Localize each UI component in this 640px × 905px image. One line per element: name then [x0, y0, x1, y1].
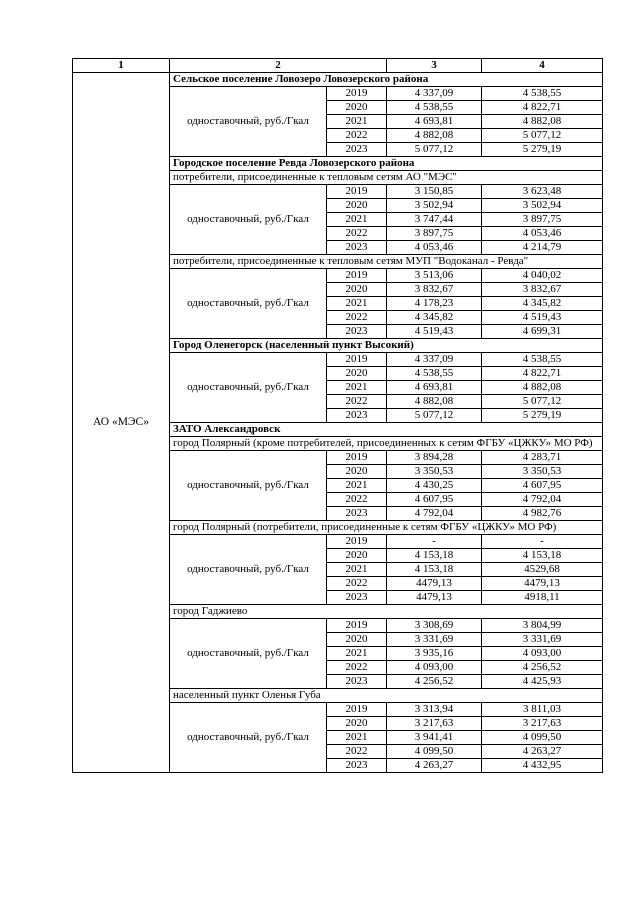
tariff-value-h1: 3 513,06 [387, 269, 482, 283]
tariff-value-h2: 3 623,48 [482, 185, 603, 199]
subsection-title: потребители, присоединенные к тепловым сетям АО "МЭС" [170, 171, 603, 185]
year-cell: 2020 [327, 633, 387, 647]
header-col-1: 1 [73, 59, 170, 73]
year-cell: 2022 [327, 493, 387, 507]
tariff-value-h1: 3 331,69 [387, 633, 482, 647]
year-cell: 2021 [327, 381, 387, 395]
tariff-value-h1: 4 053,46 [387, 241, 482, 255]
year-cell: 2019 [327, 87, 387, 101]
tariff-value-h2: 4 607,95 [482, 479, 603, 493]
year-cell: 2023 [327, 143, 387, 157]
tariff-value-h2: 4 882,08 [482, 381, 603, 395]
tariff-table-body [73, 59, 603, 773]
tariff-value-h1: 4479,13 [387, 577, 482, 591]
year-cell: 2022 [327, 311, 387, 325]
tariff-value-h2: 4 040,02 [482, 269, 603, 283]
tariff-value-h1: 4 256,52 [387, 675, 482, 689]
tariff-value-h1: - [387, 535, 482, 549]
tariff-value-h2: 4 699,31 [482, 325, 603, 339]
rate-type-label: одноставочный, руб./Гкал [170, 269, 327, 339]
tariff-value-h2: 4 538,55 [482, 87, 603, 101]
year-cell: 2023 [327, 325, 387, 339]
subsection-title: город Полярный (кроме потребителей, присоединенных к сетям ФГБУ «ЦЖКУ» МО РФ) [170, 437, 603, 451]
tariff-value-h1: 4 178,23 [387, 297, 482, 311]
tariff-value-h2: 4918,11 [482, 591, 603, 605]
year-cell: 2020 [327, 717, 387, 731]
tariff-value-h1: 4 792,04 [387, 507, 482, 521]
tariff-value-h2: 3 804,99 [482, 619, 603, 633]
tariff-value-h2: 5 077,12 [482, 129, 603, 143]
tariff-value-h2: 4 792,04 [482, 493, 603, 507]
tariff-value-h1: 3 217,63 [387, 717, 482, 731]
tariff-value-h1: 3 894,28 [387, 451, 482, 465]
year-cell: 2019 [327, 703, 387, 717]
year-cell: 2023 [327, 409, 387, 423]
tariff-value-h2: 3 350,53 [482, 465, 603, 479]
organization-name: АО «МЭС» [73, 73, 170, 773]
tariff-value-h1: 4 519,43 [387, 325, 482, 339]
tariff-value-h2: 4 822,71 [482, 367, 603, 381]
tariff-value-h2: 4 153,18 [482, 549, 603, 563]
year-cell: 2021 [327, 115, 387, 129]
rate-type-label: одноставочный, руб./Гкал [170, 87, 327, 157]
tariff-value-h2: 4529,68 [482, 563, 603, 577]
tariff-value-h1: 3 313,94 [387, 703, 482, 717]
tariff-value-h1: 4 882,08 [387, 395, 482, 409]
tariff-value-h2: - [482, 535, 603, 549]
year-cell: 2021 [327, 479, 387, 493]
year-cell: 2019 [327, 269, 387, 283]
rate-type-label: одноставочный, руб./Гкал [170, 353, 327, 423]
rate-type-label: одноставочный, руб./Гкал [170, 451, 327, 521]
tariff-value-h1: 4 093,00 [387, 661, 482, 675]
tariff-value-h1: 4 607,95 [387, 493, 482, 507]
year-cell: 2022 [327, 227, 387, 241]
tariff-value-h1: 3 935,16 [387, 647, 482, 661]
year-cell: 2019 [327, 353, 387, 367]
year-cell: 2020 [327, 199, 387, 213]
tariff-value-h1: 3 941,41 [387, 731, 482, 745]
year-cell: 2022 [327, 577, 387, 591]
tariff-value-h2: 3 217,63 [482, 717, 603, 731]
rate-type-label: одноставочный, руб./Гкал [170, 619, 327, 689]
section-title: Городское поселение Ревда Ловозерского района [170, 157, 603, 171]
tariff-value-h1: 3 150,85 [387, 185, 482, 199]
year-cell: 2023 [327, 759, 387, 773]
year-cell: 2021 [327, 731, 387, 745]
year-cell: 2023 [327, 241, 387, 255]
tariff-value-h2: 4 283,71 [482, 451, 603, 465]
tariff-value-h1: 4479,13 [387, 591, 482, 605]
year-cell: 2020 [327, 465, 387, 479]
tariff-value-h1: 3 832,67 [387, 283, 482, 297]
tariff-value-h2: 4 982,76 [482, 507, 603, 521]
section-title: Сельское поселение Ловозеро Ловозерского района [170, 73, 603, 87]
year-cell: 2022 [327, 395, 387, 409]
year-cell: 2020 [327, 549, 387, 563]
rate-type-label: одноставочный, руб./Гкал [170, 185, 327, 255]
year-cell: 2019 [327, 451, 387, 465]
tariff-value-h1: 3 897,75 [387, 227, 482, 241]
section-title: Город Оленегорск (населенный пункт Высокий) [170, 339, 603, 353]
tariff-value-h1: 4 693,81 [387, 115, 482, 129]
tariff-value-h1: 5 077,12 [387, 409, 482, 423]
year-cell: 2023 [327, 675, 387, 689]
tariff-value-h1: 3 350,53 [387, 465, 482, 479]
year-cell: 2021 [327, 647, 387, 661]
tariff-value-h1: 4 099,50 [387, 745, 482, 759]
tariff-value-h1: 4 538,55 [387, 367, 482, 381]
tariff-value-h2: 4 256,52 [482, 661, 603, 675]
tariff-value-h2: 4 882,08 [482, 115, 603, 129]
tariff-value-h1: 4 153,18 [387, 549, 482, 563]
header-col-4: 4 [482, 59, 603, 73]
year-cell: 2023 [327, 591, 387, 605]
tariff-value-h2: 4 263,27 [482, 745, 603, 759]
rate-type-label: одноставочный, руб./Гкал [170, 703, 327, 773]
tariff-value-h1: 4 337,09 [387, 353, 482, 367]
tariff-value-h1: 3 308,69 [387, 619, 482, 633]
rate-type-label: одноставочный, руб./Гкал [170, 535, 327, 605]
tariff-value-h1: 4 430,25 [387, 479, 482, 493]
tariff-value-h1: 4 263,27 [387, 759, 482, 773]
subsection-title: город Полярный (потребители, присоединенные к сетям ФГБУ «ЦЖКУ» МО РФ) [170, 521, 603, 535]
tariff-value-h1: 4 882,08 [387, 129, 482, 143]
year-cell: 2021 [327, 297, 387, 311]
header-row [73, 59, 603, 73]
tariff-value-h1: 4 693,81 [387, 381, 482, 395]
year-cell: 2020 [327, 367, 387, 381]
tariff-value-h2: 4 214,79 [482, 241, 603, 255]
tariff-value-h2: 4 099,50 [482, 731, 603, 745]
tariff-value-h1: 5 077,12 [387, 143, 482, 157]
year-cell: 2022 [327, 745, 387, 759]
year-cell: 2022 [327, 661, 387, 675]
tariff-value-h2: 4 053,46 [482, 227, 603, 241]
year-cell: 2019 [327, 619, 387, 633]
tariff-value-h2: 4 093,00 [482, 647, 603, 661]
tariff-value-h2: 5 279,19 [482, 409, 603, 423]
tariff-value-h2: 3 502,94 [482, 199, 603, 213]
year-cell: 2019 [327, 185, 387, 199]
subsection-title: потребители, присоединенные к тепловым сетям МУП "Водоканал - Ревда" [170, 255, 603, 269]
tariff-value-h1: 4 337,09 [387, 87, 482, 101]
tariff-value-h2: 4 822,71 [482, 101, 603, 115]
header-col-2: 2 [170, 59, 387, 73]
tariff-value-h1: 4 153,18 [387, 563, 482, 577]
tariff-value-h2: 3 811,03 [482, 703, 603, 717]
tariff-value-h2: 4 345,82 [482, 297, 603, 311]
tariff-value-h2: 5 077,12 [482, 395, 603, 409]
tariff-value-h1: 4 538,55 [387, 101, 482, 115]
year-cell: 2019 [327, 535, 387, 549]
tariff-value-h1: 4 345,82 [387, 311, 482, 325]
tariff-table [72, 58, 603, 773]
tariff-value-h2: 5 279,19 [482, 143, 603, 157]
tariff-value-h2: 4 425,93 [482, 675, 603, 689]
subsection-title: город Гаджиево [170, 605, 603, 619]
section-row [73, 73, 603, 87]
year-cell: 2022 [327, 129, 387, 143]
tariff-value-h2: 3 897,75 [482, 213, 603, 227]
tariff-value-h2: 4 538,55 [482, 353, 603, 367]
tariff-document [72, 58, 602, 773]
section-title: ЗАТО Александровск [170, 423, 603, 437]
tariff-value-h2: 4 432,95 [482, 759, 603, 773]
subsection-title: населенный пункт Оленья Губа [170, 689, 603, 703]
year-cell: 2020 [327, 101, 387, 115]
tariff-value-h2: 4479,13 [482, 577, 603, 591]
tariff-value-h2: 3 331,69 [482, 633, 603, 647]
year-cell: 2023 [327, 507, 387, 521]
tariff-value-h1: 3 502,94 [387, 199, 482, 213]
tariff-value-h2: 4 519,43 [482, 311, 603, 325]
year-cell: 2020 [327, 283, 387, 297]
year-cell: 2021 [327, 563, 387, 577]
tariff-value-h1: 3 747,44 [387, 213, 482, 227]
header-col-3: 3 [387, 59, 482, 73]
year-cell: 2021 [327, 213, 387, 227]
tariff-value-h2: 3 832,67 [482, 283, 603, 297]
